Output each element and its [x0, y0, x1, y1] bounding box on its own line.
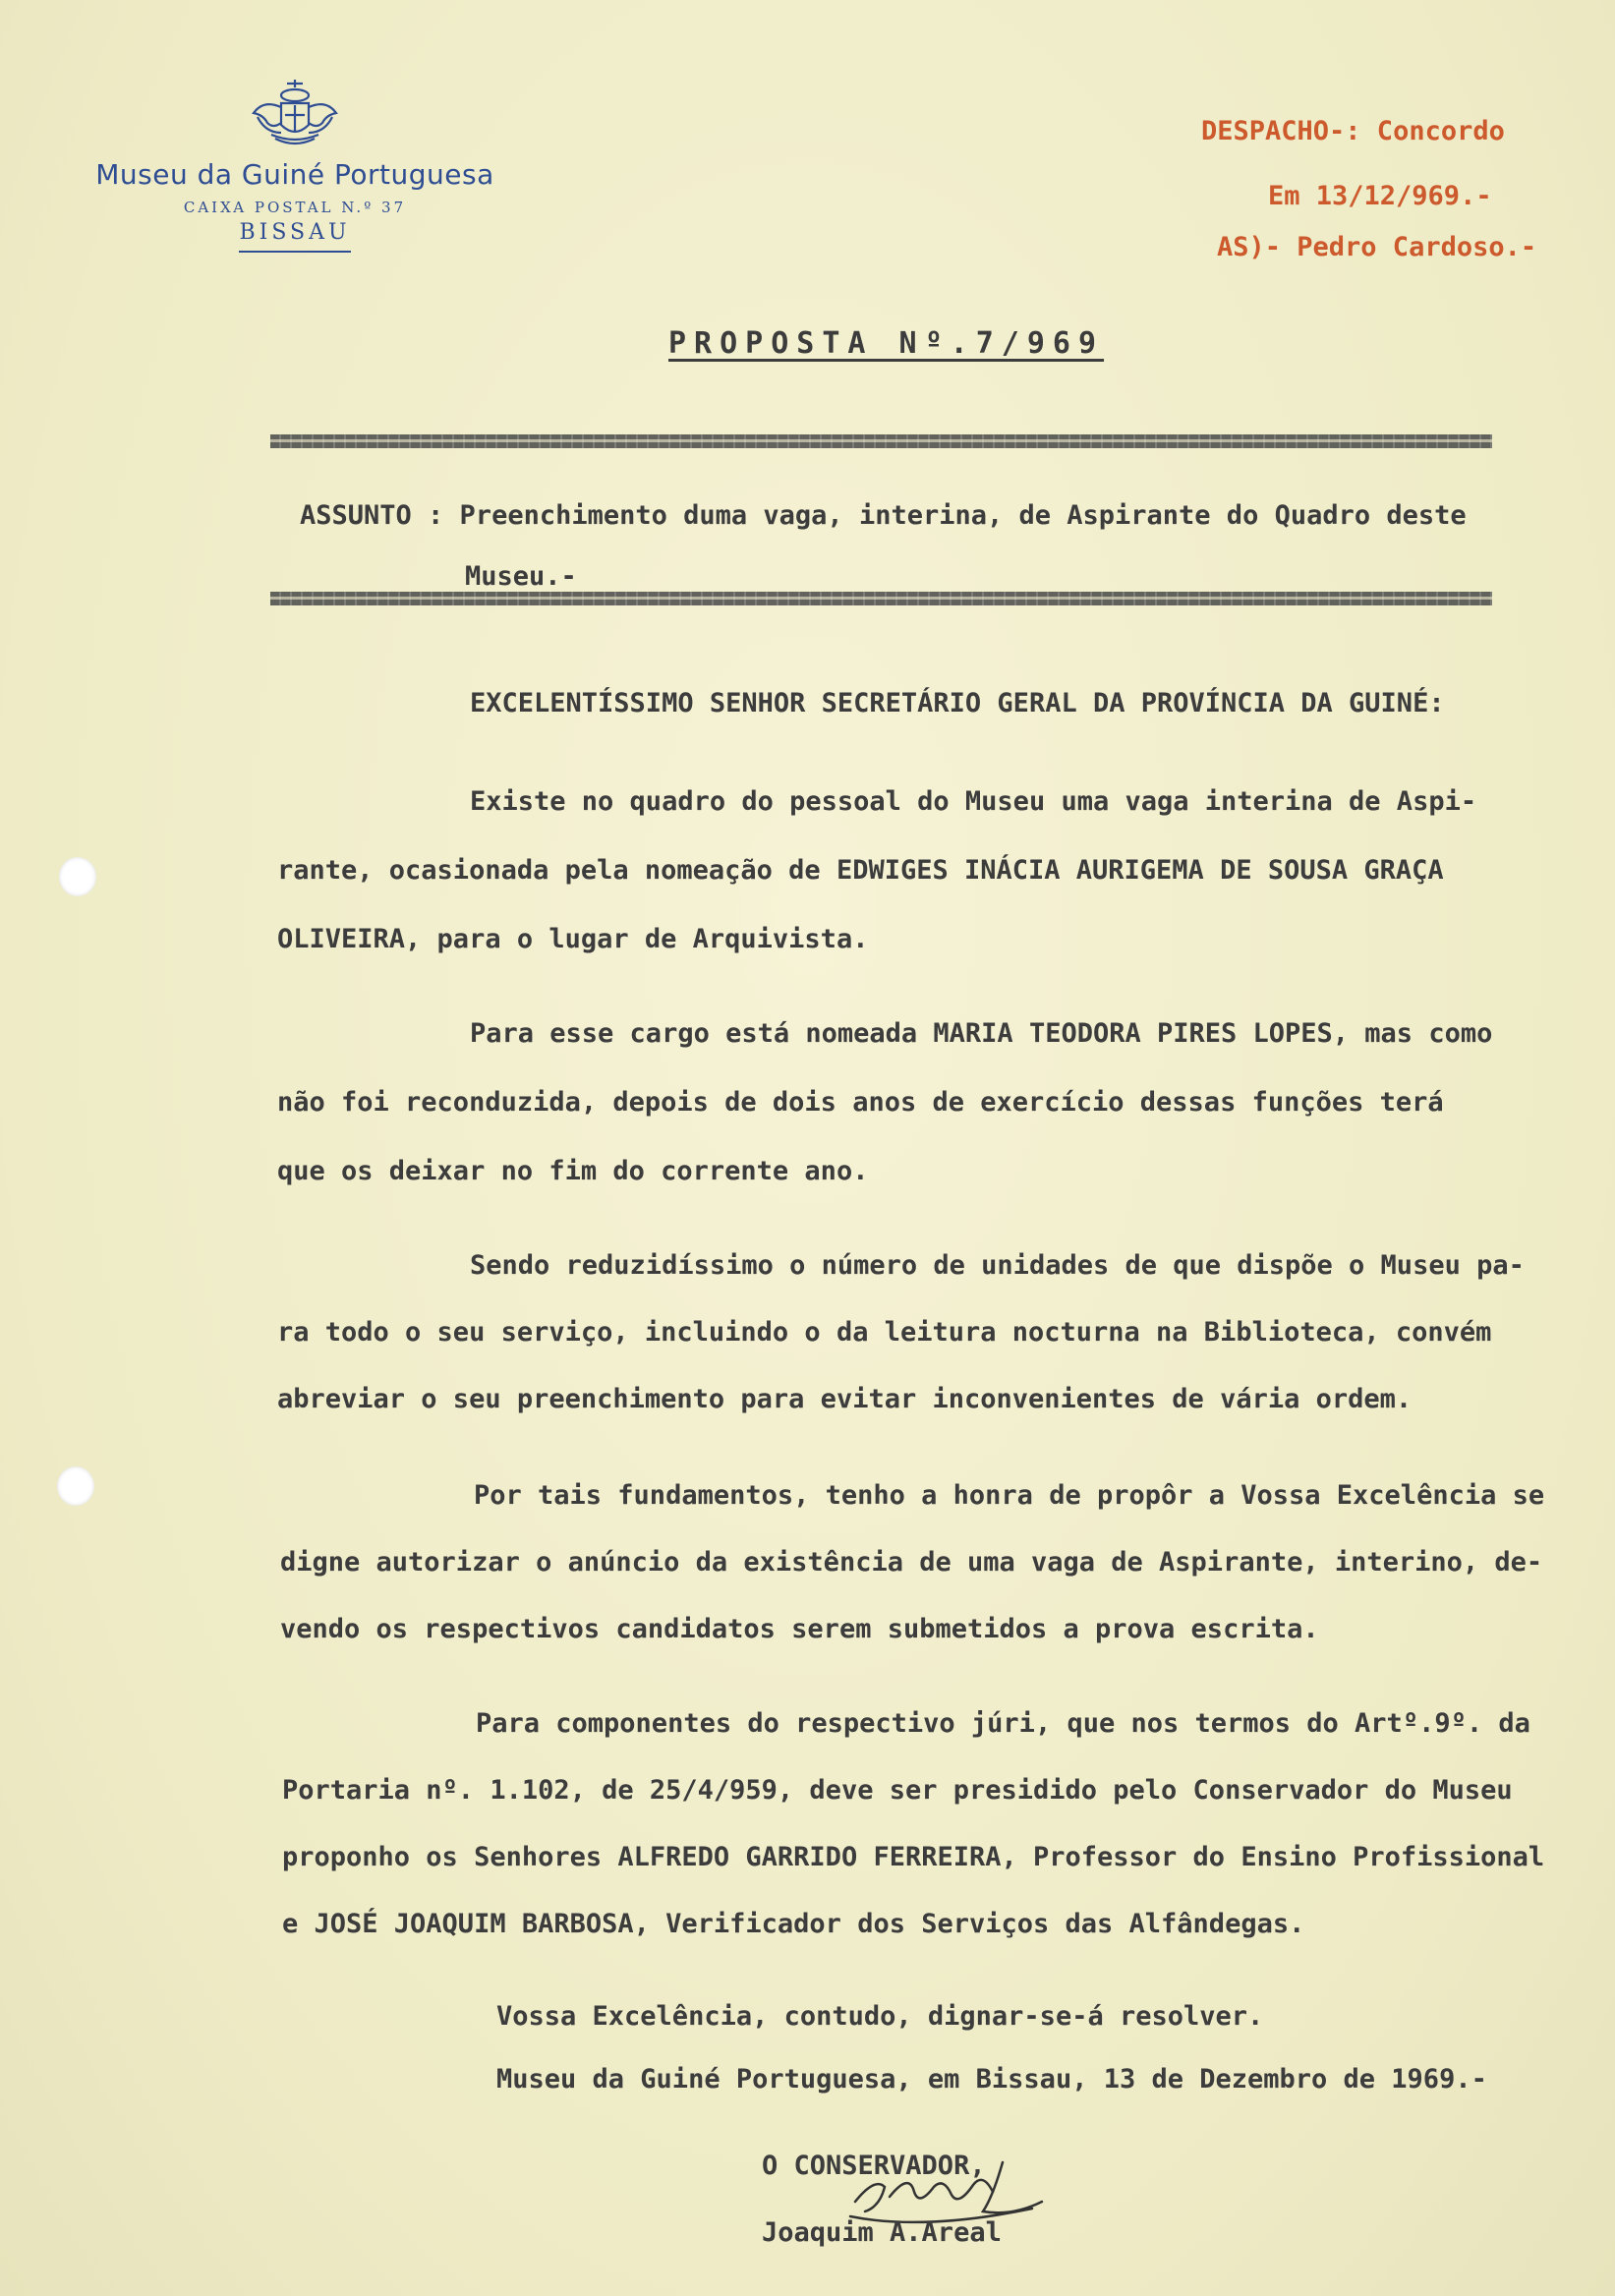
body-line: Sendo reduzidíssimo o número de unidades de que dispõe o Museu pa- — [470, 1250, 1525, 1281]
body-line: abreviar o seu preenchimento para evitar inconvenientes de vária ordem. — [277, 1384, 1413, 1414]
divider-rule — [270, 434, 1492, 448]
body-line: Para componentes do respectivo júri, que nos termos do Artº.9º. da — [476, 1708, 1530, 1739]
proposal-title: PROPOSTA Nº.7/969 — [668, 326, 1105, 361]
body-line: não foi reconduzida, depois de dois anos de exercício dessas funções terá — [277, 1087, 1444, 1118]
subject-line: ASSUNTO : Preenchimento duma vaga, interina, de Aspirante do Quadro deste — [300, 500, 1467, 531]
despacho-date: Em 13/12/969.- — [1268, 181, 1492, 211]
punch-hole — [57, 1466, 94, 1506]
subject-line: Museu.- — [465, 561, 577, 592]
body-line: e JOSÉ JOAQUIM BARBOSA, Verificador dos Serviços das Alfândegas. — [282, 1909, 1305, 1939]
postal-address: CAIXA POSTAL N.º 37 — [183, 199, 407, 216]
divider-rule — [270, 592, 1492, 605]
signatory-name: Joaquim A.Areal — [762, 2217, 1002, 2248]
body-line: Existe no quadro do pessoal do Museu uma vaga interina de Aspi- — [470, 786, 1477, 817]
body-line: Por tais fundamentos, tenho a honra de propôr a Vossa Excelência se — [474, 1480, 1545, 1511]
place-date-line: Museu da Guiné Portuguesa, em Bissau, 13 de Dezembro de 1969.- — [496, 2064, 1487, 2095]
salutation: EXCELENTÍSSIMO SENHOR SECRETÁRIO GERAL DA PROVÍNCIA DA GUINÉ: — [470, 688, 1445, 718]
body-line: OLIVEIRA, para o lugar de Arquivista. — [277, 924, 869, 954]
body-line: vendo os respectivos candidatos serem submetidos a prova escrita. — [280, 1614, 1319, 1644]
body-line: que os deixar no fim do corrente ano. — [277, 1156, 869, 1186]
letterhead — [79, 74, 511, 253]
coat-of-arms-icon — [246, 74, 344, 152]
body-line: proponho os Senhores ALFREDO GARRIDO FERREIRA, Professor do Ensino Profissional — [282, 1842, 1545, 1872]
signatory-role: O CONSERVADOR, — [762, 2151, 986, 2181]
closing-line: Vossa Excelência, contudo, dignar-se-á resolver. — [496, 2001, 1264, 2032]
body-line: Portaria nº. 1.102, de 25/4/959, deve ser presidido pelo Conservador do Museu — [282, 1775, 1513, 1806]
despacho-line: DESPACHO-: Concordo — [1201, 116, 1505, 146]
body-line: digne autorizar o anúncio da existência de uma vaga de Aspirante, interino, de- — [280, 1547, 1543, 1578]
city-name: BISSAU — [239, 220, 350, 253]
body-line: rante, ocasionada pela nomeação de EDWIGES INÁCIA AURIGEMA DE SOUSA GRAÇA — [277, 855, 1444, 886]
despacho-signatory: AS)- Pedro Cardoso.- — [1217, 232, 1537, 262]
punch-hole — [59, 857, 96, 896]
body-line: Para esse cargo está nomeada MARIA TEODORA PIRES LOPES, mas como — [470, 1018, 1493, 1049]
body-line: ra todo o seu serviço, incluindo o da leitura nocturna na Biblioteca, convém — [277, 1317, 1492, 1348]
museum-name: Museu da Guiné Portuguesa — [95, 158, 494, 191]
subject-block — [300, 486, 1509, 607]
